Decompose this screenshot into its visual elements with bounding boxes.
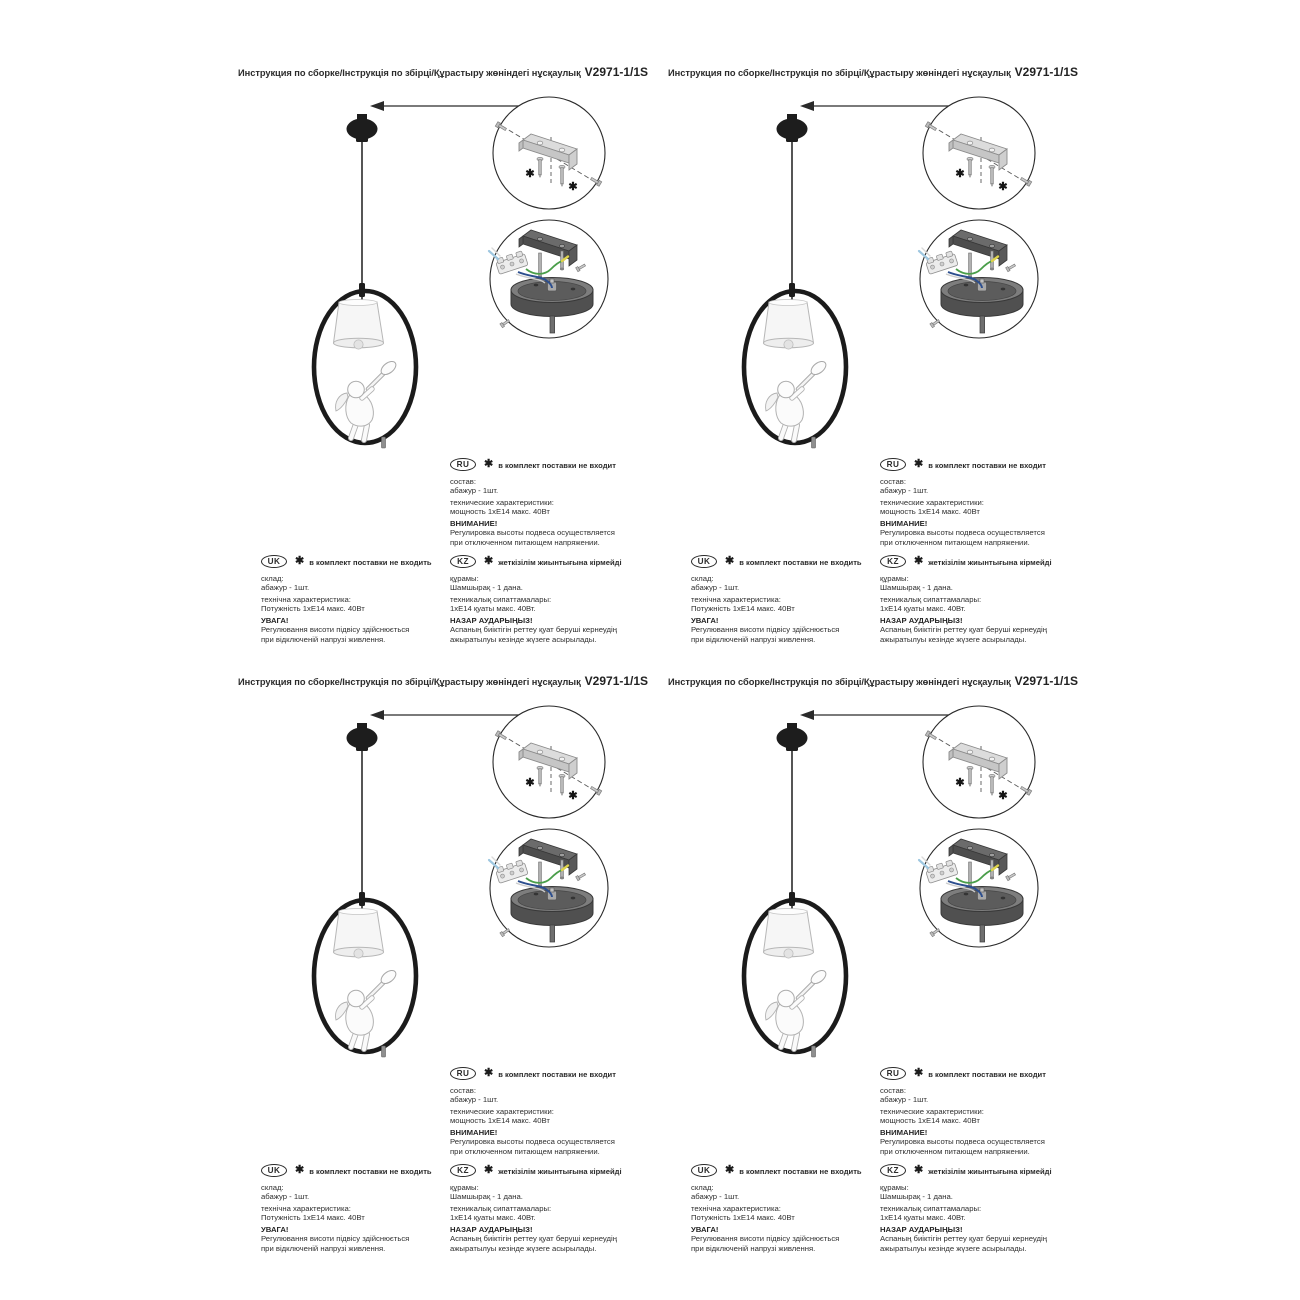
ru-header <box>450 1066 660 1081</box>
uk-lines <box>691 1183 901 1253</box>
cup-screw-left <box>500 319 510 328</box>
instruction-sheet <box>665 664 1095 1274</box>
uk-lines <box>261 1183 471 1253</box>
not-included-mark-2: ✱ <box>998 181 1008 193</box>
callout-arrow <box>370 101 519 111</box>
sheet-slot-bottom-right <box>665 664 1095 1274</box>
asterisk-icon: ✱ <box>914 458 924 470</box>
kz-section <box>880 554 1090 644</box>
asterisk-icon: ✱ <box>484 555 494 567</box>
ru-note: в комплект поставки не входит <box>928 1069 1046 1079</box>
not-included-mark-1: ✱ <box>525 168 535 180</box>
model-code: V2971-1/1S <box>584 65 649 79</box>
text-line: абажур - 1шт. <box>261 583 310 593</box>
text-line: Потужність 1хЕ14 макс. 40Вт <box>261 1213 365 1223</box>
warning-line: НАЗАР АУДАРЫҢЫЗ! <box>450 1225 533 1235</box>
model-code: V2971-1/1S <box>1014 674 1079 688</box>
sheet-title <box>238 674 648 688</box>
text-line: при відключеній напрузі живлення. <box>691 634 816 644</box>
sheet-title <box>238 65 648 79</box>
uk-header <box>261 1163 471 1178</box>
angel-head <box>778 990 795 1007</box>
ceiling-canopy <box>777 114 808 142</box>
not-included-mark-2: ✱ <box>568 790 578 802</box>
text-line: Потужність 1хЕ14 макс. 40Вт <box>691 1213 795 1223</box>
kz-lines <box>450 1183 660 1253</box>
uk-lines <box>691 574 901 644</box>
asterisk-icon: ✱ <box>914 1067 924 1079</box>
text-line: состав: <box>880 477 906 486</box>
warning-line: НАЗАР АУДАРЫҢЫЗ! <box>880 1225 963 1235</box>
text-line: Регулировка высоты подвеса осуществляется <box>450 1137 615 1147</box>
text-line: Аспаның биіктігін реттеу қуат беруші кернеудің <box>880 1234 1047 1244</box>
text-line: Регулювання висоти підвісу здійснюється <box>261 1234 410 1244</box>
text-line: при отключенном питающем напряжении. <box>450 537 600 547</box>
instruction-sheet <box>235 664 665 1274</box>
text-line: ажыратылуы кезінде жүзеге асырылады. <box>880 1243 1027 1253</box>
text-line: Аспаның биіктігін реттеу қуат беруші кернеудің <box>450 625 617 635</box>
text-line: ажыратылуы кезінде жүзеге асырылады. <box>880 634 1027 644</box>
text-line: при відключеній напрузі живлення. <box>261 1243 386 1253</box>
asterisk-icon: ✱ <box>914 555 924 567</box>
text-line: технічна характеристика: <box>261 595 351 605</box>
warning-line: УВАГА! <box>691 1225 719 1235</box>
asterisk-icon: ✱ <box>484 1164 494 1176</box>
sheet-slot-bottom-left <box>235 664 665 1274</box>
text-line: Регулировка высоты подвеса осуществляется <box>880 1137 1045 1147</box>
mounting-detail-circle <box>923 706 1035 818</box>
text-line: абажур - 1шт. <box>450 1095 499 1105</box>
assembly-drawing <box>665 93 1085 465</box>
asterisk-icon: ✱ <box>484 458 494 470</box>
trumpet <box>368 359 398 389</box>
uk-section <box>261 1163 471 1253</box>
uk-lang-badge: UK <box>261 1164 287 1177</box>
lampshade <box>334 909 384 959</box>
pendant-lamp <box>744 114 846 448</box>
kz-lang-badge: KZ <box>880 555 906 568</box>
callout-arrow <box>800 710 949 720</box>
uk-lang-badge: UK <box>691 1164 717 1177</box>
model-code: V2971-1/1S <box>584 674 649 688</box>
text-line: при відключеній напрузі живлення. <box>261 634 386 644</box>
uk-section <box>691 1163 901 1253</box>
text-line: состав: <box>450 1086 476 1095</box>
angel-head <box>348 381 365 398</box>
asterisk-icon: ✱ <box>914 1164 924 1176</box>
text-line: құрамы: <box>880 1183 909 1192</box>
assembly-drawing <box>235 93 655 465</box>
text-line: құрамы: <box>880 574 909 583</box>
instruction-sheet <box>235 55 665 665</box>
text-line: Шамшырақ - 1 дана. <box>880 1192 953 1202</box>
text-line: абажур - 1шт. <box>691 583 740 593</box>
kz-lines <box>450 574 660 644</box>
text-line: ажыратылуы кезінде жүзеге асырылады. <box>450 1243 597 1253</box>
ru-note: в комплект поставки не входит <box>498 1069 616 1079</box>
text-line: при відключеній напрузі живлення. <box>691 1243 816 1253</box>
text-line: технические характеристики: <box>880 1107 984 1117</box>
instruction-sheet <box>665 55 1095 665</box>
kz-lang-badge: KZ <box>880 1164 906 1177</box>
text-line: Шамшырақ - 1 дана. <box>450 583 523 593</box>
uk-header <box>691 1163 901 1178</box>
text-line: ажыратылуы кезінде жүзеге асырылады. <box>450 634 597 644</box>
mounting-detail-circle <box>493 97 605 209</box>
uk-header <box>261 554 471 569</box>
ru-header <box>880 457 1090 472</box>
text-line: абажур - 1шт. <box>691 1192 740 1202</box>
sheet-title <box>668 65 1078 79</box>
ru-lines <box>880 1086 1090 1156</box>
asterisk-icon: ✱ <box>484 1067 494 1079</box>
ru-section <box>450 1066 660 1156</box>
mounting-detail-circle <box>923 97 1035 209</box>
asterisk-icon: ✱ <box>725 555 735 567</box>
text-line: Аспаның биіктігін реттеу қуат беруші кернеудің <box>450 1234 617 1244</box>
ru-lang-badge: RU <box>880 458 906 471</box>
warning-line: ВНИМАНИЕ! <box>450 519 498 529</box>
text-line: состав: <box>880 1086 906 1095</box>
uk-note: в комплект поставки не входить <box>309 1166 432 1176</box>
kz-header <box>450 554 660 569</box>
text-line: склад: <box>261 574 284 583</box>
text-line: Регулювання висоти підвісу здійснюється <box>691 625 840 635</box>
not-included-mark-2: ✱ <box>998 790 1008 802</box>
text-line: 1хЕ14 қуаты макс. 40Вт. <box>880 1213 966 1223</box>
uk-note: в комплект поставки не входить <box>739 557 862 567</box>
text-line: техникалық сипаттамалары: <box>450 595 552 605</box>
kz-header <box>450 1163 660 1178</box>
text-line: Потужність 1хЕ14 макс. 40Вт <box>261 604 365 614</box>
kz-note: жеткізілім жиынтығына кірмейді <box>498 557 622 567</box>
text-line: техникалық сипаттамалары: <box>880 1204 982 1214</box>
kz-lines <box>880 1183 1090 1253</box>
asterisk-icon: ✱ <box>725 1164 735 1176</box>
light-bulb <box>354 949 363 958</box>
text-line: склад: <box>691 1183 714 1192</box>
light-bulb <box>784 949 793 958</box>
kz-section <box>450 554 660 644</box>
lampshade <box>764 300 814 350</box>
title-text: Инструкция по сборке/Інструкція по збірці/Құрастыру жөніндегі нұсқаулық <box>668 68 1011 78</box>
ru-header <box>880 1066 1090 1081</box>
assembly-drawing <box>665 702 1085 1074</box>
ru-note: в комплект поставки не входит <box>498 460 616 470</box>
kz-lang-badge: KZ <box>450 1164 476 1177</box>
cup-screw-left <box>930 928 940 937</box>
not-included-mark-1: ✱ <box>525 777 535 789</box>
text-line: технічна характеристика: <box>691 1204 781 1214</box>
wiring-detail-circle <box>919 220 1038 338</box>
ru-lang-badge: RU <box>880 1067 906 1080</box>
text-line: 1хЕ14 қуаты макс. 40Вт. <box>450 604 536 614</box>
title-text: Инструкция по сборке/Інструкція по збірці/Құрастыру жөніндегі нұсқаулық <box>238 68 581 78</box>
text-line: при отключенном питающем напряжении. <box>880 537 1030 547</box>
uk-note: в комплект поставки не входить <box>739 1166 862 1176</box>
kz-section <box>450 1163 660 1253</box>
text-line: технические характеристики: <box>880 498 984 508</box>
sheet-slot-top-left <box>235 55 665 665</box>
warning-line: ВНИМАНИЕ! <box>880 519 928 529</box>
ru-lines <box>450 1086 660 1156</box>
angel-head <box>348 990 365 1007</box>
not-included-mark-1: ✱ <box>955 777 965 789</box>
kz-header <box>880 554 1090 569</box>
pendant-lamp <box>744 723 846 1057</box>
trumpet <box>798 968 828 998</box>
text-line: абажур - 1шт. <box>450 486 499 496</box>
kz-note: жеткізілім жиынтығына кірмейді <box>928 1166 1052 1176</box>
uk-note: в комплект поставки не входить <box>309 557 432 567</box>
lampshade <box>764 909 814 959</box>
text-line: склад: <box>261 1183 284 1192</box>
text-line: мощность 1хЕ14 макс. 40Вт <box>880 1116 980 1126</box>
ru-section <box>880 1066 1090 1156</box>
text-line: при отключенном питающем напряжении. <box>880 1146 1030 1156</box>
uk-section <box>261 554 471 644</box>
kz-header <box>880 1163 1090 1178</box>
text-line: Шамшырақ - 1 дана. <box>880 583 953 593</box>
callout-arrow <box>800 101 949 111</box>
text-line: при отключенном питающем напряжении. <box>450 1146 600 1156</box>
warning-line: УВАГА! <box>261 616 289 626</box>
trumpet <box>798 359 828 389</box>
kz-note: жеткізілім жиынтығына кірмейді <box>498 1166 622 1176</box>
cup-stem <box>550 925 555 942</box>
text-line: технічна характеристика: <box>261 1204 351 1214</box>
ru-lang-badge: RU <box>450 458 476 471</box>
text-line: мощность 1хЕ14 макс. 40Вт <box>880 507 980 517</box>
ru-section <box>880 457 1090 547</box>
ru-lines <box>880 477 1090 547</box>
light-bulb <box>784 340 793 349</box>
ceiling-canopy <box>347 114 378 142</box>
uk-lang-badge: UK <box>261 555 287 568</box>
not-included-mark-2: ✱ <box>568 181 578 193</box>
ceiling-canopy <box>777 723 808 751</box>
text-line: Регулировка высоты подвеса осуществляется <box>450 528 615 538</box>
text-line: технические характеристики: <box>450 1107 554 1117</box>
warning-line: НАЗАР АУДАРЫҢЫЗ! <box>450 616 533 626</box>
wiring-detail-circle <box>919 829 1038 947</box>
cup-stem <box>550 316 555 333</box>
title-text: Инструкция по сборке/Інструкція по збірці/Құрастыру жөніндегі нұсқаулық <box>668 677 1011 687</box>
cup-stem <box>980 316 985 333</box>
cup-stem <box>980 925 985 942</box>
text-line: құрамы: <box>450 574 479 583</box>
sheet-title <box>668 674 1078 688</box>
text-line: техникалық сипаттамалары: <box>880 595 982 605</box>
text-line: технические характеристики: <box>450 498 554 508</box>
trumpet <box>368 968 398 998</box>
asterisk-icon: ✱ <box>295 1164 305 1176</box>
text-line: абажур - 1шт. <box>880 486 929 496</box>
lampshade <box>334 300 384 350</box>
uk-section <box>691 554 901 644</box>
not-included-mark-1: ✱ <box>955 168 965 180</box>
ceiling-canopy <box>347 723 378 751</box>
cup-screw-left <box>500 928 510 937</box>
ru-note: в комплект поставки не входит <box>928 460 1046 470</box>
text-line: мощность 1хЕ14 макс. 40Вт <box>450 507 550 517</box>
ru-lang-badge: RU <box>450 1067 476 1080</box>
text-line: абажур - 1шт. <box>880 1095 929 1105</box>
callout-arrow <box>370 710 519 720</box>
text-line: Аспаның биіктігін реттеу қуат беруші кернеудің <box>880 625 1047 635</box>
mounting-detail-circle <box>493 706 605 818</box>
ru-lines <box>450 477 660 547</box>
text-line: состав: <box>450 477 476 486</box>
assembly-drawing <box>235 702 655 1074</box>
kz-note: жеткізілім жиынтығына кірмейді <box>928 557 1052 567</box>
text-line: мощность 1хЕ14 макс. 40Вт <box>450 1116 550 1126</box>
kz-section <box>880 1163 1090 1253</box>
warning-line: УВАГА! <box>691 616 719 626</box>
sheet-slot-top-right <box>665 55 1095 665</box>
kz-lang-badge: KZ <box>450 555 476 568</box>
wiring-detail-circle <box>489 829 608 947</box>
text-line: техникалық сипаттамалары: <box>450 1204 552 1214</box>
light-bulb <box>354 340 363 349</box>
warning-line: УВАГА! <box>261 1225 289 1235</box>
asterisk-icon: ✱ <box>295 555 305 567</box>
warning-line: НАЗАР АУДАРЫҢЫЗ! <box>880 616 963 626</box>
text-line: технічна характеристика: <box>691 595 781 605</box>
ru-header <box>450 457 660 472</box>
cup-screw-left <box>930 319 940 328</box>
title-text: Инструкция по сборке/Інструкція по збірці/Құрастыру жөніндегі нұсқаулық <box>238 677 581 687</box>
kz-lines <box>880 574 1090 644</box>
uk-lang-badge: UK <box>691 555 717 568</box>
text-line: 1хЕ14 қуаты макс. 40Вт. <box>450 1213 536 1223</box>
text-line: Регулировка высоты подвеса осуществляется <box>880 528 1045 538</box>
pendant-lamp <box>314 114 416 448</box>
pendant-lamp <box>314 723 416 1057</box>
text-line: 1хЕ14 қуаты макс. 40Вт. <box>880 604 966 614</box>
text-line: Потужність 1хЕ14 макс. 40Вт <box>691 604 795 614</box>
uk-lines <box>261 574 471 644</box>
text-line: абажур - 1шт. <box>261 1192 310 1202</box>
text-line: склад: <box>691 574 714 583</box>
text-line: Шамшырақ - 1 дана. <box>450 1192 523 1202</box>
ru-section <box>450 457 660 547</box>
model-code: V2971-1/1S <box>1014 65 1079 79</box>
text-line: Регулювання висоти підвісу здійснюється <box>691 1234 840 1244</box>
warning-line: ВНИМАНИЕ! <box>880 1128 928 1138</box>
uk-header <box>691 554 901 569</box>
text-line: құрамы: <box>450 1183 479 1192</box>
wiring-detail-circle <box>489 220 608 338</box>
angel-head <box>778 381 795 398</box>
text-line: Регулювання висоти підвісу здійснюється <box>261 625 410 635</box>
warning-line: ВНИМАНИЕ! <box>450 1128 498 1138</box>
